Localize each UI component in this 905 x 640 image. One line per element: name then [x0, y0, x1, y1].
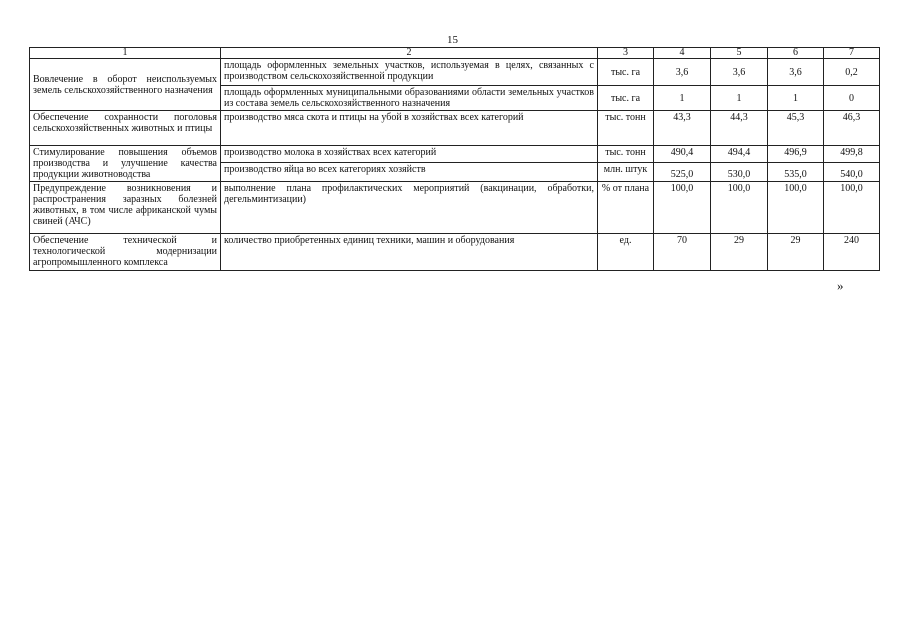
column-header: 6 — [768, 48, 824, 59]
task-cell: Вовлечение в оборот неиспользуемых земель сельскохозяйственного назначения — [30, 59, 221, 111]
task-cell: Обеспечение сохранности поголовья сельскохозяйственных животных и птицы — [30, 111, 221, 146]
task-cell: Обеспечение технической и технологической модернизации агропромышленного комплекса — [30, 234, 221, 271]
indicators-table — [29, 47, 880, 271]
indicator-cell: площадь оформленных муниципальными образованиями области земельных участков из состава земель сельскохозяйственного назначения — [221, 86, 598, 111]
value-cell: 3,6 — [711, 59, 768, 86]
value-cell: 540,0 — [824, 162, 880, 181]
value-cell: 499,8 — [824, 146, 880, 163]
indicator-cell: площадь оформленных земельных участков, используемая в целях, связанных с производством сельскохозяйственной продукции — [221, 59, 598, 86]
value-cell: 29 — [768, 234, 824, 271]
value-cell: 0,2 — [824, 59, 880, 86]
unit-cell: % от плана — [598, 182, 654, 234]
column-header: 4 — [654, 48, 711, 59]
value-cell: 494,4 — [711, 146, 768, 163]
indicator-cell: выполнение плана профилактических мероприятий (вакцинации, обработки, дегельминтизации) — [221, 182, 598, 234]
column-header: 7 — [824, 48, 880, 59]
value-cell: 525,0 — [654, 162, 711, 181]
value-cell: 44,3 — [711, 111, 768, 146]
value-cell: 490,4 — [654, 146, 711, 163]
table-row — [30, 59, 880, 86]
page-number: 15 — [447, 34, 458, 46]
column-header: 1 — [30, 48, 221, 59]
value-cell: 1 — [768, 86, 824, 111]
indicator-cell: производство молока в хозяйствах всех категорий — [221, 146, 598, 163]
value-cell: 496,9 — [768, 146, 824, 163]
column-header: 5 — [711, 48, 768, 59]
value-cell: 100,0 — [654, 182, 711, 234]
value-cell: 46,3 — [824, 111, 880, 146]
unit-cell: тыс. га — [598, 86, 654, 111]
task-cell: Предупреждение возникновения и распространения заразных болезней животных, в том числе африканской чумы свиней (АЧС) — [30, 182, 221, 234]
table-row — [30, 111, 880, 146]
value-cell: 45,3 — [768, 111, 824, 146]
value-cell: 535,0 — [768, 162, 824, 181]
column-header: 3 — [598, 48, 654, 59]
closing-quote-mark: » — [837, 278, 844, 293]
value-cell: 530,0 — [711, 162, 768, 181]
value-cell: 43,3 — [654, 111, 711, 146]
value-cell: 240 — [824, 234, 880, 271]
indicator-cell: количество приобретенных единиц техники, машин и оборудования — [221, 234, 598, 271]
table-row — [30, 182, 880, 234]
unit-cell: тыс. га — [598, 59, 654, 86]
value-cell: 29 — [711, 234, 768, 271]
value-cell: 1 — [711, 86, 768, 111]
value-cell: 100,0 — [768, 182, 824, 234]
table-row — [30, 234, 880, 271]
value-cell: 3,6 — [654, 59, 711, 86]
unit-cell: млн. штук — [598, 162, 654, 181]
task-cell: Стимулирование повышения объемов производства и улучшение качества продукции животноводства — [30, 146, 221, 182]
table-header-row — [30, 48, 880, 59]
value-cell: 70 — [654, 234, 711, 271]
value-cell: 0 — [824, 86, 880, 111]
indicator-cell: производство мяса скота и птицы на убой в хозяйствах всех категорий — [221, 111, 598, 146]
value-cell: 100,0 — [711, 182, 768, 234]
unit-cell: тыс. тонн — [598, 146, 654, 163]
unit-cell: ед. — [598, 234, 654, 271]
value-cell: 100,0 — [824, 182, 880, 234]
value-cell: 1 — [654, 86, 711, 111]
unit-cell: тыс. тонн — [598, 111, 654, 146]
column-header: 2 — [221, 48, 598, 59]
indicator-cell: производство яйца во всех категориях хозяйств — [221, 162, 598, 181]
value-cell: 3,6 — [768, 59, 824, 86]
table-row — [30, 146, 880, 163]
